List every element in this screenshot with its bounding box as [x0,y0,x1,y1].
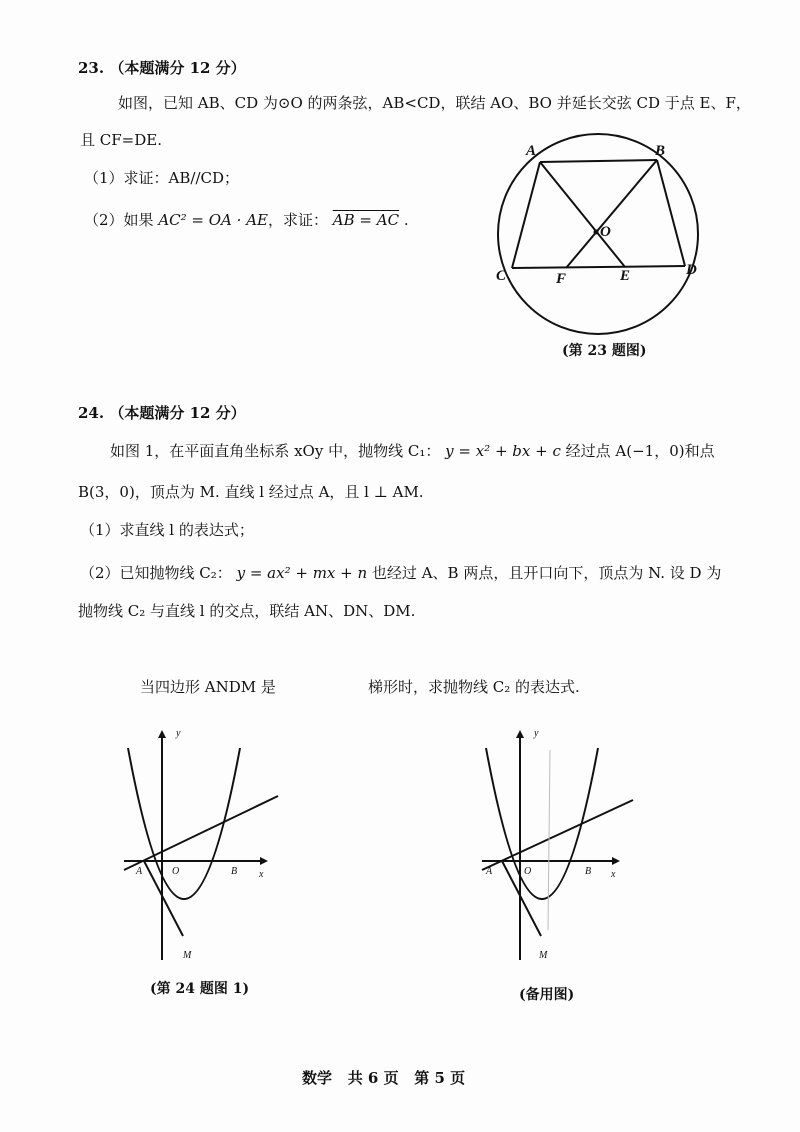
segment-am [502,861,541,936]
q23-part2-end: . [403,211,409,229]
q23-label-f: F [556,271,567,287]
q23-part2 [84,210,409,230]
x-axis-arrow [260,857,268,865]
fig1-label-x: x [259,869,264,880]
fig2-label-o: O [524,866,532,877]
q23-number: 23. [78,59,105,77]
y-axis-arrow [516,730,524,738]
fig2-label-y: y [534,728,539,739]
x-axis-arrow [612,857,620,865]
q24-stem-line2: B(3，0)，顶点为 M. 直线 l 经过点 A，且 l ⊥ AM. [78,483,424,501]
footer [302,1067,465,1088]
q23-part2-equation: AC² = OA · AE [158,211,268,229]
footer-subject: 数学 [302,1069,333,1087]
footer-page-number: 第 5 页 [414,1069,466,1087]
q24-part2-b: 也经过 A、B 两点，且开口向下，顶点为 N. 设 D 为 [371,564,722,582]
q23-label-d: D [686,262,697,278]
q24-number: 24. [78,404,105,422]
q24-part1: （1）求直线 l 的表达式； [80,521,254,539]
q24-spare-graph [468,720,648,970]
q23-label-c: C [496,268,507,284]
fig1-label-m: M [183,950,192,961]
q23-stem-line2: 且 CF=DE. [80,131,162,149]
q23-label-b: B [655,143,666,159]
q23-label-a: A [526,143,537,159]
fig1-label-y: y [176,728,181,739]
chord-cd [512,266,685,268]
q24-part2-right: 梯形时，求抛物线 C₂ 的表达式. [368,678,580,696]
fig2-label-b: B [585,866,592,877]
q24-header [78,402,246,423]
segment-bd [657,160,685,266]
q24-stem-line1 [110,441,715,461]
q24-figure2-caption: (备用图) [519,987,575,1003]
q24-part2-line2: 抛物线 C₂ 与直线 l 的交点，联结 AN、DN、DM. [78,602,416,620]
q24-figure1-caption: (第 24 题图 1) [150,981,250,997]
fig2-label-x: x [611,869,616,880]
q23-label-o: O [600,224,611,240]
q23-label-e: E [620,268,631,284]
q24-part2-line1 [80,563,721,583]
q24-stem-line1-a: 如图 1，在平面直角坐标系 xOy 中，抛物线 C₁： [110,442,441,460]
parabola-c1 [128,748,240,899]
q24-part2-left: 当四边形 ANDM 是 [140,678,276,696]
q24-part2-a: （2）已知抛物线 C₂： [80,564,232,582]
center-dot [594,230,599,235]
q23-part2-prefix: （2）如果 [84,211,154,229]
y-axis-arrow [158,730,166,738]
q24-points: （本题满分 12 分） [109,404,246,422]
q24-stem-line1-equation: y = x² + bx + c [445,442,561,460]
q23-header [78,57,246,78]
q24-stem-line1-b: 经过点 A(−1，0)和点 [565,442,715,460]
footer-total-pages: 共 6 页 [347,1069,399,1087]
q23-points: （本题满分 12 分） [109,59,246,77]
fig2-label-a: A [486,866,493,877]
fig1-label-b: B [231,866,238,877]
fig2-label-m: M [539,950,548,961]
q23-part1: （1）求证：AB//CD； [84,169,240,187]
q24-figure1-graph [110,720,290,970]
q23-stem-line1: 如图，已知 AB、CD 为⊙O 的两条弦，AB<CD，联结 AO、BO 并延长交弦 CD 于点 E、F， [118,94,751,112]
fig1-label-a: A [136,866,143,877]
fig1-label-o: O [172,866,180,877]
chord-ab [540,160,657,162]
q24-part2-equation: y = ax² + mx + n [236,564,368,582]
q23-part2-arc-equation: AB = AC [332,211,400,229]
q23-figure-caption: (第 23 题图) [562,343,647,359]
q23-part2-suffix: ，求证： [267,211,328,229]
